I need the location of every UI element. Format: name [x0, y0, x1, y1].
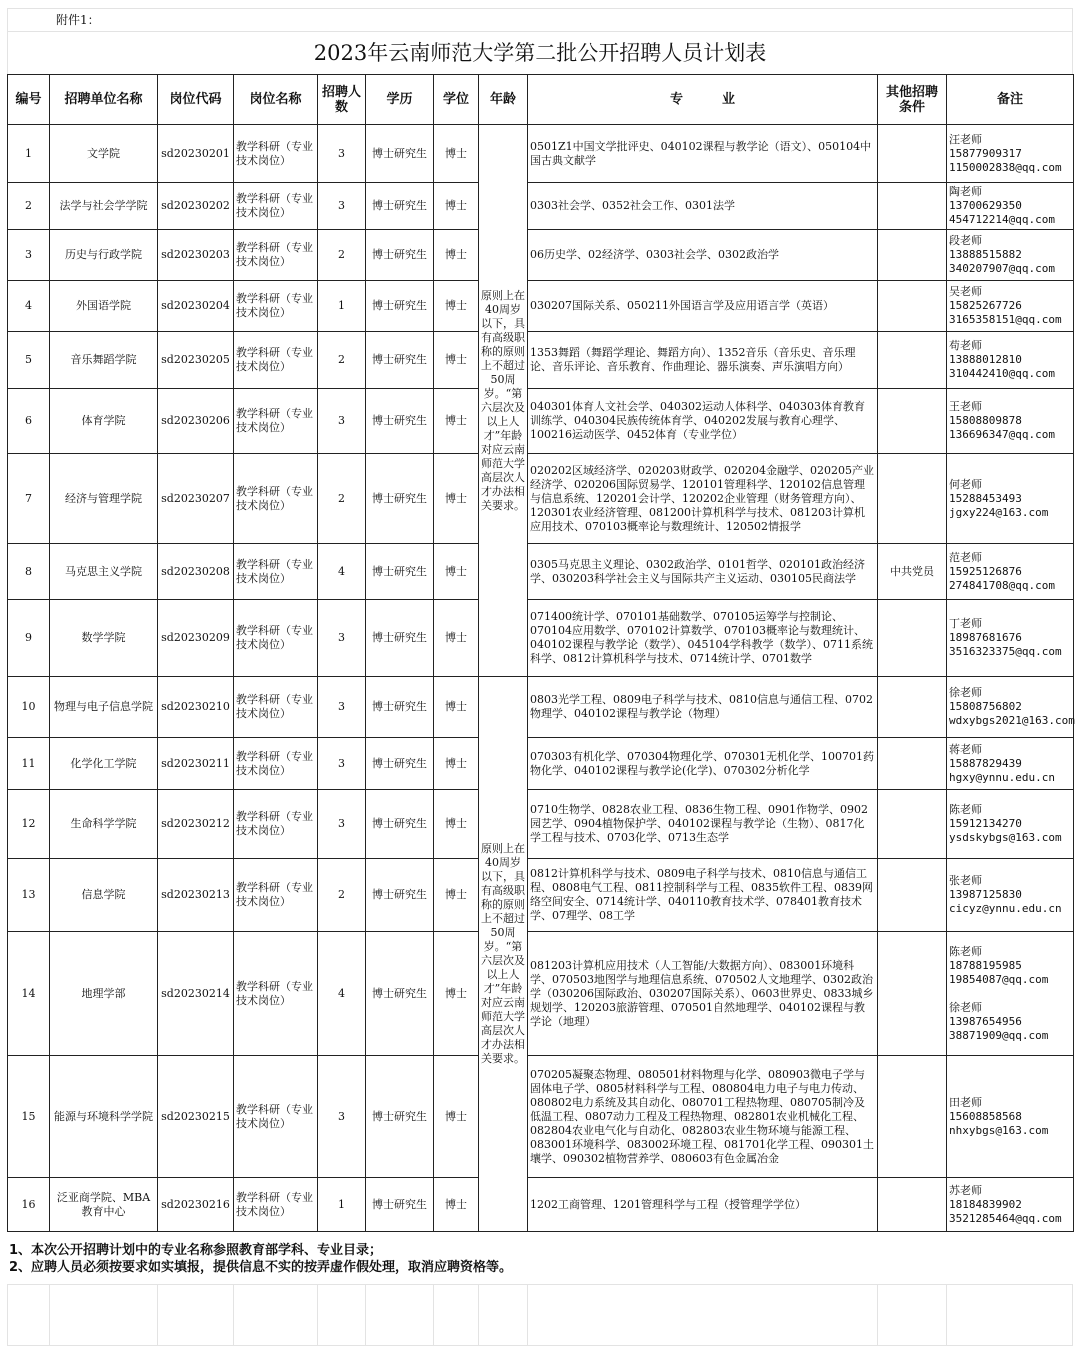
other-condition [878, 281, 947, 332]
major-list: 040301体育人文社会学、040302运动人体科学、040303体育教育训练学、040304民族传统体育学、040202发展与教育心理学、100216运动医学、0452体育（专业学位） [528, 389, 878, 454]
hire-count: 2 [318, 859, 366, 932]
hire-count: 4 [318, 544, 366, 600]
position-code: sd20230209 [158, 600, 234, 677]
education: 博士研究生 [366, 1178, 434, 1232]
education: 博士研究生 [366, 183, 434, 230]
contact-remark: 张老师 13987125830 cicyz@ynnu.edu.cn [947, 859, 1074, 932]
unit-name: 信息学院 [50, 859, 158, 932]
position-name: 教学科研（专业技术岗位） [234, 932, 318, 1056]
other-condition [878, 1056, 947, 1178]
hire-count: 2 [318, 454, 366, 544]
contact-remark: 王老师 15808809878 136696347@qq.com [947, 389, 1074, 454]
degree: 博士 [434, 281, 479, 332]
other-condition [878, 230, 947, 281]
unit-name: 数学学院 [50, 600, 158, 677]
education: 博士研究生 [366, 738, 434, 790]
position-code: sd20230211 [158, 738, 234, 790]
hire-count: 2 [318, 332, 366, 389]
position-code: sd20230203 [158, 230, 234, 281]
note-1: 1、本次公开招聘计划中的专业名称参照教育部学科、专业目录； [9, 1243, 383, 1258]
other-condition: 中共党员 [878, 544, 947, 600]
position-name: 教学科研（专业技术岗位） [234, 454, 318, 544]
contact-remark: 段老师 13888515882 340207907@qq.com [947, 230, 1074, 281]
education: 博士研究生 [366, 677, 434, 738]
other-condition [878, 125, 947, 183]
header-count: 招聘人数 [318, 75, 366, 125]
degree: 博士 [434, 790, 479, 859]
degree: 博士 [434, 600, 479, 677]
row-no: 1 [8, 125, 50, 183]
table-row [8, 1056, 1074, 1178]
header-major: 专 业 [528, 75, 878, 125]
position-name: 教学科研（专业技术岗位） [234, 1056, 318, 1178]
degree: 博士 [434, 859, 479, 932]
notes [7, 1242, 1073, 1276]
table-row [8, 281, 1074, 332]
document-title: 2023年云南师范大学第二批公开招聘人员计划表 [7, 31, 1073, 74]
hire-count: 1 [318, 1178, 366, 1232]
degree: 博士 [434, 1056, 479, 1178]
degree: 博士 [434, 738, 479, 790]
position-name: 教学科研（专业技术岗位） [234, 332, 318, 389]
hire-count: 3 [318, 125, 366, 183]
unit-name: 外国语学院 [50, 281, 158, 332]
education: 博士研究生 [366, 1056, 434, 1178]
table-row [8, 600, 1074, 677]
recruitment-plan-table [7, 74, 1074, 1232]
position-name: 教学科研（专业技术岗位） [234, 677, 318, 738]
education: 博士研究生 [366, 389, 434, 454]
unit-name: 地理学部 [50, 932, 158, 1056]
position-code: sd20230207 [158, 454, 234, 544]
table-row [8, 454, 1074, 544]
unit-name: 音乐舞蹈学院 [50, 332, 158, 389]
contact-remark: 陈老师 15912134270 ysdskybgs@163.com [947, 790, 1074, 859]
row-no: 5 [8, 332, 50, 389]
position-name: 教学科研（专业技术岗位） [234, 281, 318, 332]
other-condition [878, 183, 947, 230]
header-position: 岗位名称 [234, 75, 318, 125]
row-no: 4 [8, 281, 50, 332]
header-education: 学历 [366, 75, 434, 125]
table-row [8, 125, 1074, 183]
contact-remark: 何老师 15288453493 jgxy224@163.com [947, 454, 1074, 544]
contact-remark: 陈老师 18788195985 19854087@qq.com 徐老师 13987654956 38871909@qq.com [947, 932, 1074, 1056]
attachment-label: 附件1： [7, 8, 1073, 31]
position-name: 教学科研（专业技术岗位） [234, 738, 318, 790]
hire-count: 3 [318, 677, 366, 738]
other-condition [878, 932, 947, 1056]
contact-remark: 田老师 15608858568 nhxybgs@163.com [947, 1056, 1074, 1178]
position-name: 教学科研（专业技术岗位） [234, 125, 318, 183]
position-code: sd20230205 [158, 332, 234, 389]
hire-count: 3 [318, 389, 366, 454]
other-condition [878, 600, 947, 677]
contact-remark: 丁老师 18987681676 3516323375@qq.com [947, 600, 1074, 677]
table-row [8, 332, 1074, 389]
row-no: 15 [8, 1056, 50, 1178]
education: 博士研究生 [366, 230, 434, 281]
table-row [8, 1178, 1074, 1232]
row-no: 13 [8, 859, 50, 932]
hire-count: 3 [318, 790, 366, 859]
contact-remark: 汪老师 15877909317 1150002838@qq.com [947, 125, 1074, 183]
position-name: 教学科研（专业技术岗位） [234, 544, 318, 600]
unit-name: 化学化工学院 [50, 738, 158, 790]
degree: 博士 [434, 332, 479, 389]
degree: 博士 [434, 230, 479, 281]
position-code: sd20230206 [158, 389, 234, 454]
major-list: 070205凝聚态物理、080501材料物理与化学、080903微电子学与固体电子学、0805材料科学与工程、080804电力电子与电力传动、080802电力系统及其自动化、080701工程热物理、080705制冷及低温工程、0807动力工程及工程热物理、082801农业机械化工程、082804农业电气化与自动化、082803农业生物环境与能源工程、083001环境科学、083002环境工程、081701化学工程、090301土壤学、090302植物营养学、080603有色金属冶金 [528, 1056, 878, 1178]
age-requirement: 原则上在40周岁以下，具有高级职称的原则上不超过50周岁。“第六层次及以上人才”年龄对应云南师范大学高层次人才办法相关要求。 [479, 125, 528, 677]
unit-name: 泛亚商学院、MBA教育中心 [50, 1178, 158, 1232]
education: 博士研究生 [366, 281, 434, 332]
hire-count: 3 [318, 600, 366, 677]
contact-remark: 吴老师 15825267726 3165358151@qq.com [947, 281, 1074, 332]
degree: 博士 [434, 544, 479, 600]
table-row [8, 183, 1074, 230]
hire-count: 4 [318, 932, 366, 1056]
note-2: 2、应聘人员必须按要求如实填报，提供信息不实的按弄虚作假处理，取消应聘资格等。 [9, 1260, 513, 1275]
degree: 博士 [434, 389, 479, 454]
education: 博士研究生 [366, 544, 434, 600]
header-row [8, 75, 1074, 125]
hire-count: 1 [318, 281, 366, 332]
position-code: sd20230202 [158, 183, 234, 230]
position-name: 教学科研（专业技术岗位） [234, 1178, 318, 1232]
table-row [8, 859, 1074, 932]
education: 博士研究生 [366, 454, 434, 544]
row-no: 16 [8, 1178, 50, 1232]
header-no: 编号 [8, 75, 50, 125]
unit-name: 生命科学学院 [50, 790, 158, 859]
row-no: 14 [8, 932, 50, 1056]
degree: 博士 [434, 183, 479, 230]
major-list: 0305马克思主义理论、0302政治学、0101哲学、020101政治经济学、030203科学社会主义与国际共产主义运动、030105民商法学 [528, 544, 878, 600]
other-condition [878, 1178, 947, 1232]
unit-name: 体育学院 [50, 389, 158, 454]
major-list: 06历史学、02经济学、0303社会学、0302政治学 [528, 230, 878, 281]
position-name: 教学科研（专业技术岗位） [234, 859, 318, 932]
table-row [8, 230, 1074, 281]
contact-remark: 徐老师 15808756802 wdxybgs2021@163.com [947, 677, 1074, 738]
education: 博士研究生 [366, 790, 434, 859]
major-list: 081203计算机应用技术（人工智能/大数据方向）、083001环境科学、070503地图学与地理信息系统、070502人文地理学、0302政治学（030206国际政治、030207国际关系）、0603世界史、0833城乡规划学、120203旅游管理、070501自然地理学、040102课程与教学论（地理） [528, 932, 878, 1056]
major-list: 0710生物学、0828农业工程、0836生物工程、0901作物学、0902园艺学、0904植物保护学、040102课程与教学论（生物）、0817化学工程与技术、0703化学、0713生态学 [528, 790, 878, 859]
unit-name: 物理与电子信息学院 [50, 677, 158, 738]
unit-name: 文学院 [50, 125, 158, 183]
position-name: 教学科研（专业技术岗位） [234, 389, 318, 454]
unit-name: 能源与环境科学学院 [50, 1056, 158, 1178]
major-list: 0803光学工程、0809电子科学与技术、0810信息与通信工程、0702物理学、040102课程与教学论（物理） [528, 677, 878, 738]
education: 博士研究生 [366, 600, 434, 677]
education: 博士研究生 [366, 332, 434, 389]
recruitment-plan-sheet [7, 8, 1073, 1276]
contact-remark: 苏老师 18184839902 3521285464@qq.com [947, 1178, 1074, 1232]
table-row [8, 389, 1074, 454]
major-list: 070303有机化学、070304物理化学、070301无机化学、100701药物化学、040102课程与教学论(化学)、070302分析化学 [528, 738, 878, 790]
education: 博士研究生 [366, 859, 434, 932]
position-code: sd20230216 [158, 1178, 234, 1232]
contact-remark: 蒋老师 15887829439 hgxy@ynnu.edu.cn [947, 738, 1074, 790]
position-code: sd20230201 [158, 125, 234, 183]
position-name: 教学科研（专业技术岗位） [234, 230, 318, 281]
unit-name: 经济与管理学院 [50, 454, 158, 544]
degree: 博士 [434, 454, 479, 544]
empty-grid-area [7, 1284, 1073, 1346]
degree: 博士 [434, 677, 479, 738]
table-row [8, 738, 1074, 790]
row-no: 7 [8, 454, 50, 544]
contact-remark: 范老师 15925126876 274841708@qq.com [947, 544, 1074, 600]
hire-count: 2 [318, 230, 366, 281]
header-remark: 备注 [947, 75, 1074, 125]
education: 博士研究生 [366, 125, 434, 183]
position-code: sd20230210 [158, 677, 234, 738]
major-list: 1353舞蹈（舞蹈学理论、舞蹈方向）、1352音乐（音乐史、音乐理论、音乐评论、音乐教育、作曲理论、器乐演奏、声乐演唱方向） [528, 332, 878, 389]
table-row [8, 677, 1074, 738]
header-unit: 招聘单位名称 [50, 75, 158, 125]
row-no: 11 [8, 738, 50, 790]
major-list: 1202工商管理、1201管理科学与工程（授管理学学位） [528, 1178, 878, 1232]
table-body [8, 125, 1074, 1232]
position-name: 教学科研（专业技术岗位） [234, 790, 318, 859]
row-no: 6 [8, 389, 50, 454]
hire-count: 3 [318, 1056, 366, 1178]
degree: 博士 [434, 125, 479, 183]
row-no: 2 [8, 183, 50, 230]
position-code: sd20230212 [158, 790, 234, 859]
row-no: 3 [8, 230, 50, 281]
position-code: sd20230213 [158, 859, 234, 932]
table-row [8, 932, 1074, 1056]
position-name: 教学科研（专业技术岗位） [234, 183, 318, 230]
row-no: 8 [8, 544, 50, 600]
position-name: 教学科研（专业技术岗位） [234, 600, 318, 677]
other-condition [878, 454, 947, 544]
hire-count: 3 [318, 738, 366, 790]
major-list: 0501Z1中国文学批评史、040102课程与教学论（语文）、050104中国古典文献学 [528, 125, 878, 183]
major-list: 020202区域经济学、020203财政学、020204金融学、020205产业经济学、020206国际贸易学、120101管理科学、120102信息管理与信息系统、120201会计学、120202企业管理（财务管理方向）、120301农业经济管理、081200计算机科学与技术、081203计算机应用技术、070103概率论与数理统计、120502情报学 [528, 454, 878, 544]
other-condition [878, 859, 947, 932]
degree: 博士 [434, 1178, 479, 1232]
position-code: sd20230214 [158, 932, 234, 1056]
contact-remark: 陶老师 13700629350 454712214@qq.com [947, 183, 1074, 230]
position-code: sd20230208 [158, 544, 234, 600]
major-list: 0303社会学、0352社会工作、0301法学 [528, 183, 878, 230]
major-list: 030207国际关系、050211外国语言学及应用语言学（英语） [528, 281, 878, 332]
position-code: sd20230215 [158, 1056, 234, 1178]
row-no: 9 [8, 600, 50, 677]
contact-remark: 苟老师 13888012810 310442410@qq.com [947, 332, 1074, 389]
degree: 博士 [434, 932, 479, 1056]
other-condition [878, 389, 947, 454]
age-requirement: 原则上在40周岁以下，具有高级职称的原则上不超过50周岁。“第六层次及以上人才”年龄对应云南师范大学高层次人才办法相关要求。 [479, 677, 528, 1232]
header-other: 其他招聘条件 [878, 75, 947, 125]
education: 博士研究生 [366, 932, 434, 1056]
header-age: 年龄 [479, 75, 528, 125]
other-condition [878, 738, 947, 790]
other-condition [878, 332, 947, 389]
hire-count: 3 [318, 183, 366, 230]
major-list: 0812计算机科学与技术、0809电子科学与技术、0810信息与通信工程、0808电气工程、0811控制科学与工程、0835软件工程、0839网络空间安全、0714统计学、040110教育技术学、078401教育技术学、07理学、08工学 [528, 859, 878, 932]
row-no: 10 [8, 677, 50, 738]
position-code: sd20230204 [158, 281, 234, 332]
other-condition [878, 790, 947, 859]
unit-name: 马克思主义学院 [50, 544, 158, 600]
major-list: 071400统计学、070101基础数学、070105运筹学与控制论、070104应用数学、070102计算数学、070103概率论与数理统计、040102课程与教学论（数学）、045104学科教学（数学）、0711系统科学、0812计算机科学与技术、0714统计学、0701数学 [528, 600, 878, 677]
table-row [8, 544, 1074, 600]
row-no: 12 [8, 790, 50, 859]
unit-name: 法学与社会学学院 [50, 183, 158, 230]
other-condition [878, 677, 947, 738]
unit-name: 历史与行政学院 [50, 230, 158, 281]
header-degree: 学位 [434, 75, 479, 125]
table-row [8, 790, 1074, 859]
header-code: 岗位代码 [158, 75, 234, 125]
